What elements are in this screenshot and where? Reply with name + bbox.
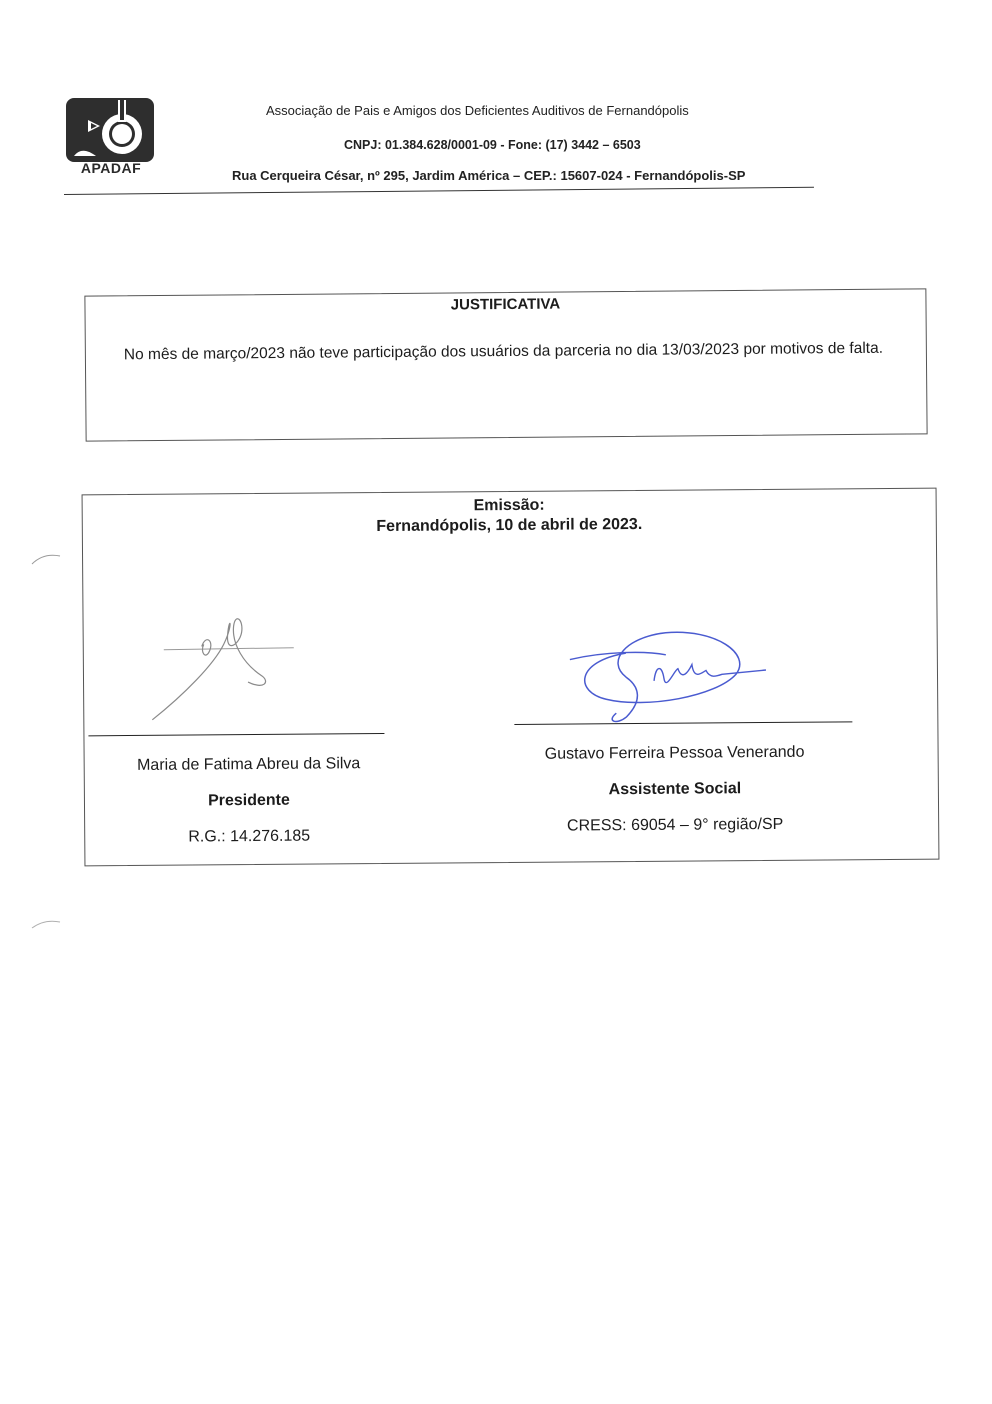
emissao-box [82,488,940,867]
org-name: Associação de Pais e Amigos dos Deficientes Auditivos de Fernandópolis [266,103,689,118]
signatory-right-role: Assistente Social [608,780,742,799]
signature-line-left [88,733,384,736]
signatory-right-document: CRESS: 69054 – 9° região/SP [566,815,784,835]
logo-text: APADAF [80,160,142,176]
signatory-left-name: Maria de Fatima Abreu da Silva [137,755,361,774]
signature-right-scribble [566,620,777,732]
cnpj-phone: CNPJ: 01.384.628/0001-09 - Fone: (17) 3442 – 6503 [344,138,641,152]
signature-line-right [514,721,852,725]
scan-mark-bottom [30,916,62,930]
signatory-left [88,733,409,848]
signatory-left-document: R.G.: 14.276.185 [188,827,311,846]
header-divider [64,187,814,195]
justificativa-title: JUSTIFICATIVA [450,295,561,314]
ear-logo-icon [66,98,156,162]
apadaf-logo [66,98,156,178]
scan-mark-top [30,552,62,566]
justificativa-box [84,288,927,441]
address: Rua Cerqueira César, nº 295, Jardim América – CEP.: 15607-024 - Fernandópolis-SP [232,168,746,183]
emissao-place-date: Fernandópolis, 10 de abril de 2023. [376,515,643,536]
signatory-right-name: Gustavo Ferreira Pessoa Venerando [544,743,805,763]
justificativa-body: No mês de março/2023 não teve participação dos usuários da parceria no dia 13/03/2023 por motivos de falta. [123,339,884,364]
emissao-label: Emissão: [473,496,545,515]
signatory-left-role: Presidente [207,791,290,810]
signatory-right [514,721,835,836]
signature-left-scribble [143,603,324,724]
